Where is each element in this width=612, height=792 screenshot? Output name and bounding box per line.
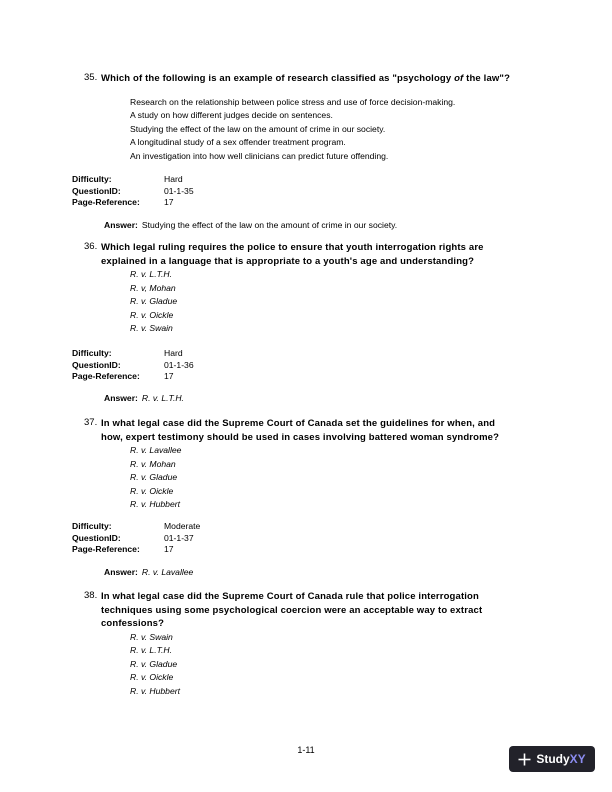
answer-choices — [130, 268, 564, 336]
question-id-value: 01-1-37 — [164, 532, 194, 543]
question-number: 37. — [84, 417, 98, 428]
answer-35: Answer: Studying the effect of the law on the amount of crime in our society. — [104, 220, 398, 230]
choice: R. v. Swain — [130, 323, 173, 333]
page-reference-value: 17 — [164, 544, 174, 554]
choice: Research on the relationship between police stress and use of force decision-making. — [130, 96, 456, 107]
studyxy-badge[interactable] — [509, 746, 595, 772]
answer-text: R. v. Lavallee — [141, 567, 194, 577]
question-id-value: 01-1-35 — [164, 185, 194, 196]
plus-icon — [518, 753, 531, 766]
choice: R. v. Gladue — [130, 658, 178, 669]
page-number: 1-11 — [297, 745, 315, 755]
choice: R. v. L.T.H. — [130, 645, 173, 655]
badge-study-text: Study — [536, 752, 570, 766]
question-id-value: 01-1-36 — [164, 359, 194, 370]
answer-choices — [130, 444, 564, 512]
choice: R. v. Hubbert — [130, 499, 180, 509]
choice: Studying the effect of the law on the amount of crime in our society. — [130, 123, 386, 134]
question-text: In what legal case did the Supreme Court of Canada rule that police interrogation techniques using some psychological coercion were an acceptable way to extract confessions? — [101, 591, 483, 629]
answer-36: Answer: R. v. L.T.H. — [104, 393, 184, 403]
question-35 — [84, 72, 564, 163]
question-number: 36. — [84, 241, 98, 252]
question-text: Which legal ruling requires the police to ensure that youth interrogation rights are explained in a language that is appropriate to a youth's age and understanding? — [101, 242, 484, 267]
badge-xy-text: XY — [569, 752, 586, 766]
difficulty-value: Moderate — [164, 521, 201, 531]
choice: R. v. Oickle — [130, 672, 174, 682]
choice: R. v. L.T.H. — [130, 269, 173, 279]
answer-choices — [130, 96, 564, 164]
choice: R. v. Swain — [130, 631, 173, 642]
difficulty-value: Hard — [164, 348, 183, 358]
question-37 — [84, 417, 564, 512]
page-reference-value: 17 — [164, 371, 174, 381]
answer-37: Answer: R. v. Lavallee — [104, 567, 194, 577]
choice: R. v. Gladue — [130, 472, 178, 482]
answer-choices — [130, 631, 564, 699]
page-reference-value: 17 — [164, 197, 174, 207]
question-text: Which of the following is an example of research classified as "psychology of the law"? — [101, 73, 511, 84]
choice: R. v, Mohan — [130, 282, 176, 293]
question-number: 35. — [84, 72, 98, 83]
question-36 — [84, 241, 564, 336]
choice: An investigation into how well clinicians can predict future offending. — [130, 150, 389, 161]
question-meta-37: Difficulty: Moderate QuestionID: 01-1-37 Page-Reference: 17 — [72, 521, 201, 554]
choice: R. v. Hubbert — [130, 685, 180, 696]
choice: R. v. Gladue — [130, 296, 178, 306]
answer-text: R. v. L.T.H. — [141, 393, 184, 403]
choice: R. v. Lavallee — [130, 445, 182, 455]
question-meta-35: Difficulty: Hard QuestionID: 01-1-35 Page-Reference: 17 — [72, 174, 194, 207]
answer-text: Studying the effect of the law on the amount of crime in our society. — [141, 220, 398, 230]
choice: R. v. Oickle — [130, 485, 174, 496]
choice: R. v. Mohan — [130, 458, 176, 469]
question-number: 38. — [84, 590, 98, 601]
choice: A longitudinal study of a sex offender treatment program. — [130, 137, 346, 147]
choice: R. v. Oickle — [130, 309, 174, 320]
question-38 — [84, 590, 564, 698]
difficulty-value: Hard — [164, 174, 183, 184]
question-meta-36: Difficulty: Hard QuestionID: 01-1-36 Page-Reference: 17 — [72, 348, 194, 381]
choice: A study on how different judges decide on sentences. — [130, 110, 333, 120]
question-text: In what legal case did the Supreme Court of Canada set the guidelines for when, and how, expert testimony should be used in cases involving battered woman syndrome? — [101, 418, 500, 443]
